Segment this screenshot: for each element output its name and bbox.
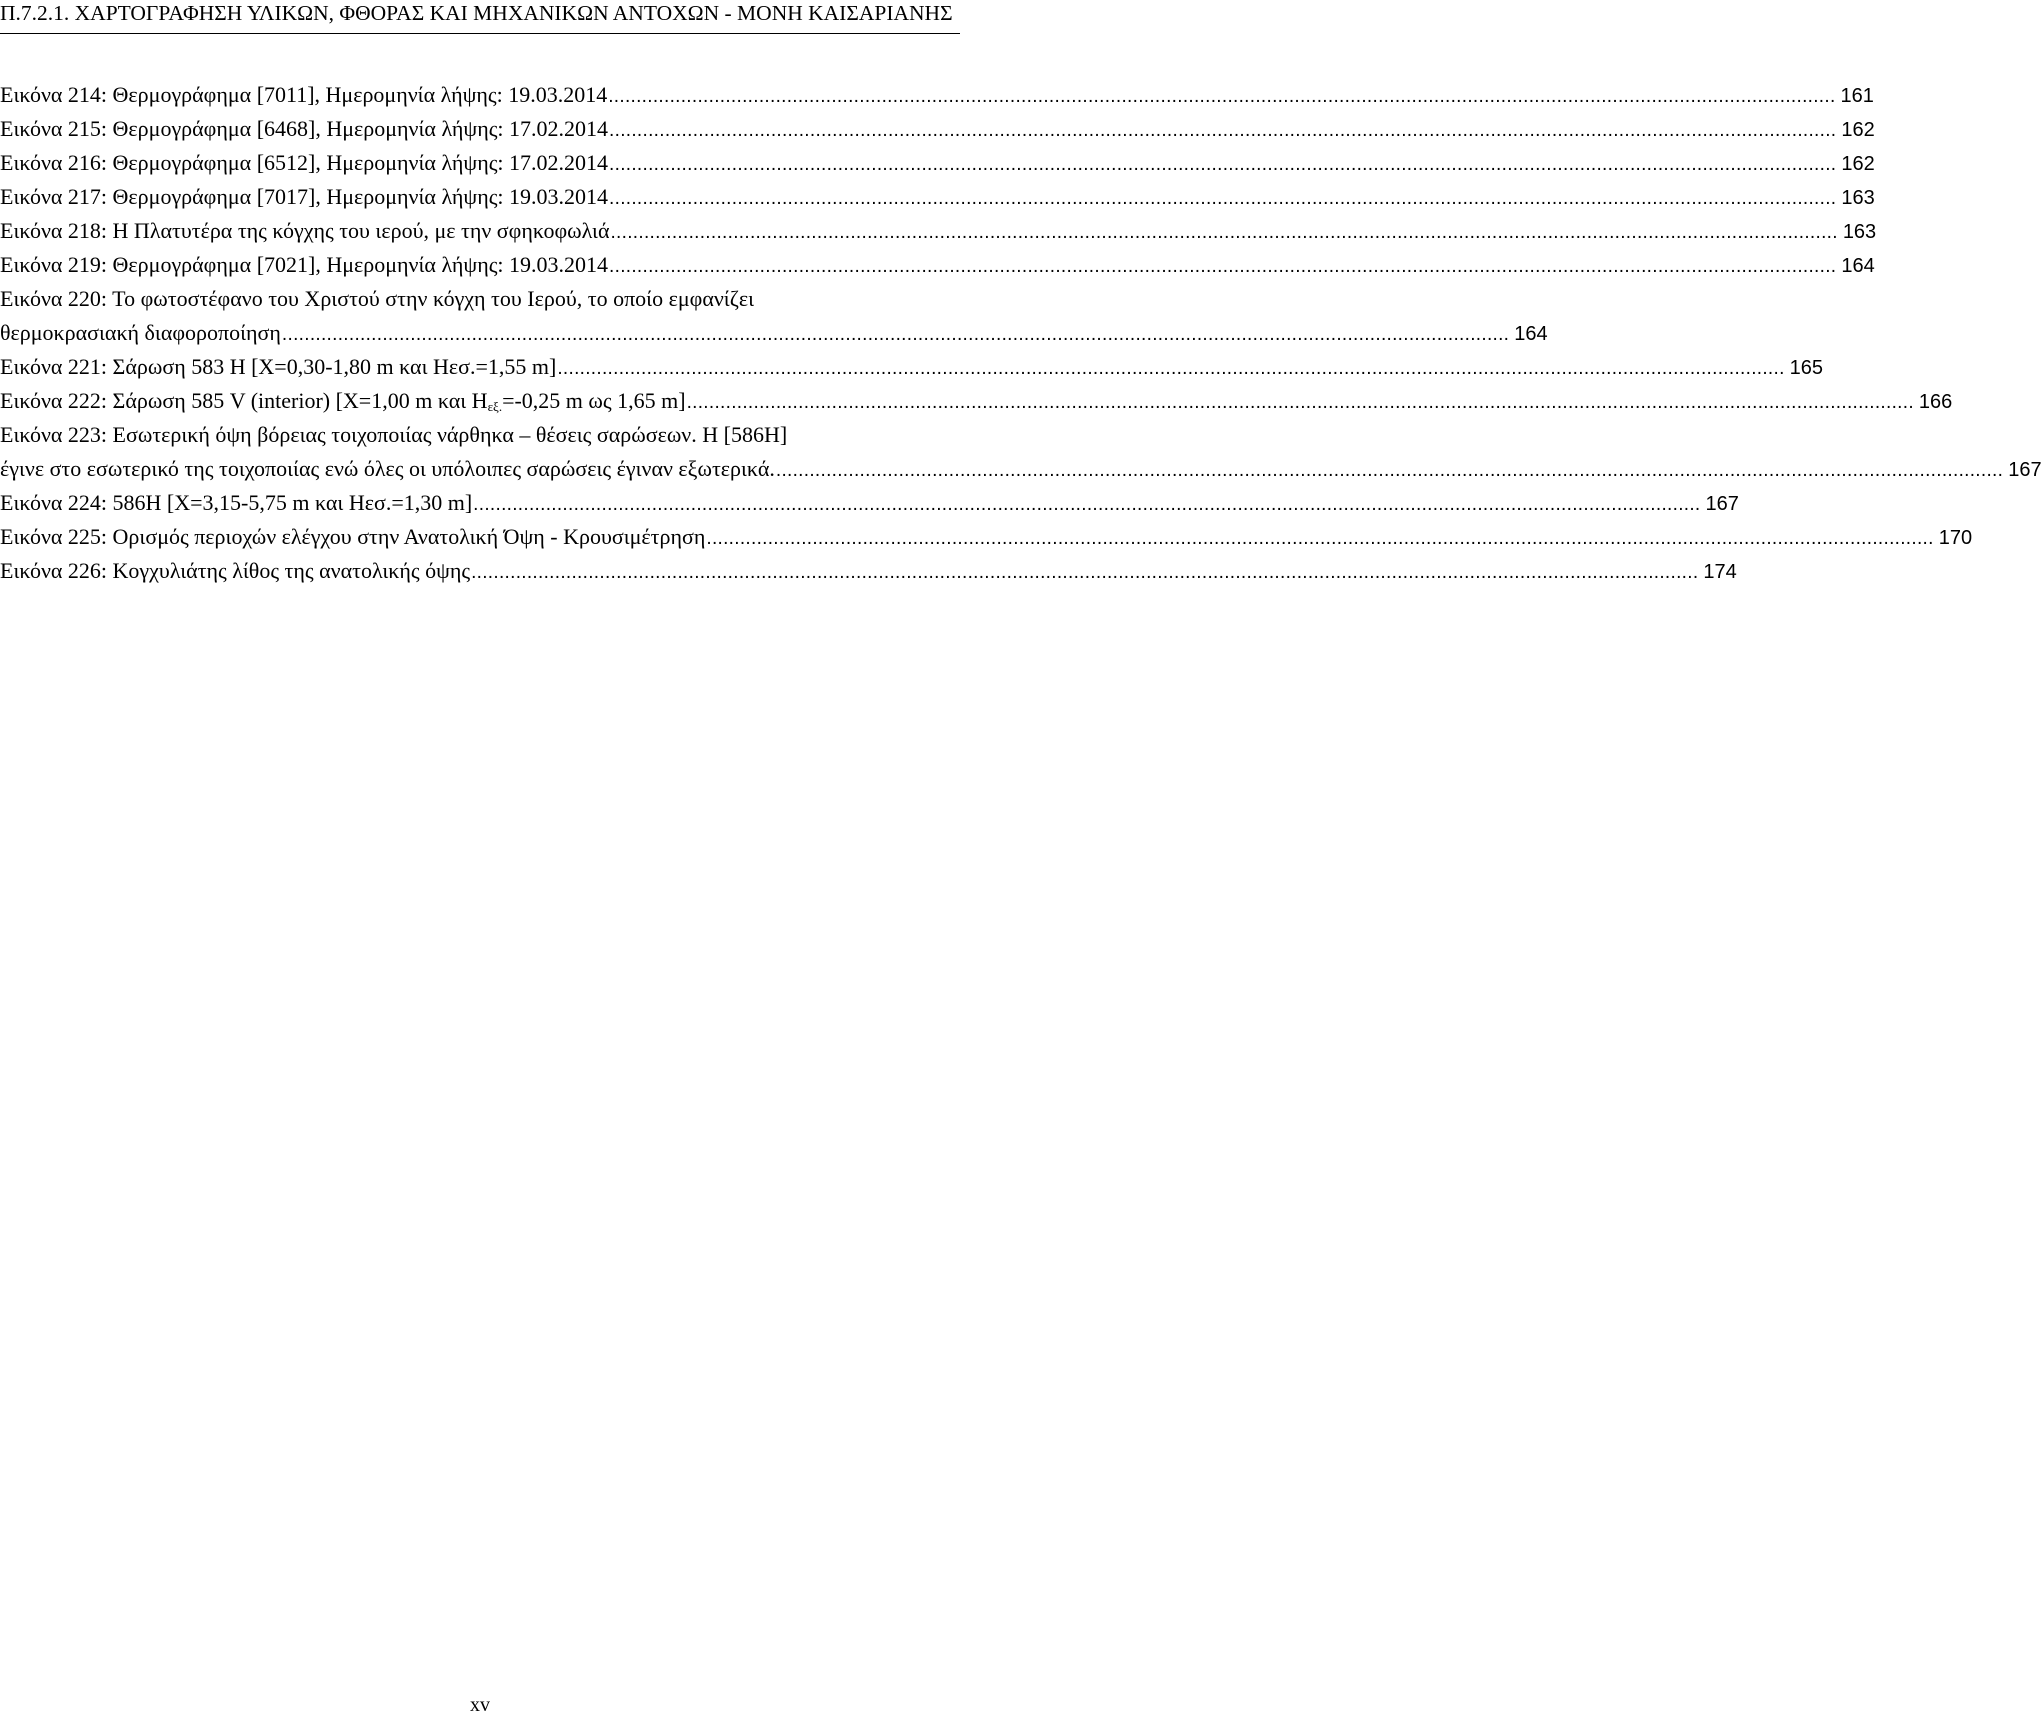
toc-entry-223[interactable] (0, 418, 2042, 486)
dot-leader: ............................................................................................................................................................................................................................ (473, 494, 1701, 515)
list-of-figures (0, 78, 2042, 588)
dot-leader: ............................................................................................................................................................................................................................ (686, 392, 1914, 413)
dot-leader: ............................................................................................................................................................................................................................ (281, 324, 1510, 345)
toc-entry-page: 174 (1703, 561, 1737, 583)
toc-entry-text: Εικόνα 216: Θερμογράφημα [6512], Ημερομηνία λήψης: 17.02.2014 (0, 150, 609, 175)
toc-entry-217[interactable] (0, 180, 1875, 214)
toc-entry-225[interactable] (0, 520, 1973, 554)
toc-entry-text: Εικόνα 221: Σάρωση 583 Η [Χ=0,30-1,80 m και Ηεσ.=1,55 m] (0, 354, 557, 379)
toc-entry-page: 163 (1841, 187, 1875, 209)
dot-leader: ............................................................................................................................................................................................................................ (609, 120, 1837, 141)
dot-leader: ............................................................................................................................................................................................................................ (610, 222, 1838, 243)
page-number: xv (470, 1694, 490, 1716)
toc-entry-text: Εικόνα 217: Θερμογράφημα [7017], Ημερομηνία λήψης: 19.03.2014 (0, 184, 609, 209)
toc-entry-text: Εικόνα 224: 586Η [Χ=3,15-5,75 m και Ηεσ.=1,30 m] (0, 490, 473, 515)
toc-entry-224[interactable] (0, 486, 1739, 520)
toc-entry-text: Εικόνα 218: Η Πλατυτέρα της κόγχης του ιερού, με την σφηκοφωλιά (0, 218, 610, 243)
toc-entry-text-line1: Εικόνα 220: Το φωτοστέφανο του Χριστού στην κόγχη του Ιερού, το οποίο εμφανίζει (0, 286, 754, 311)
toc-entry-page: 164 (1841, 255, 1875, 277)
toc-entry-text: Εικόνα 214: Θερμογράφημα [7011], Ημερομηνία λήψης: 19.03.2014 (0, 82, 608, 107)
toc-entry-text: Εικόνα 225: Ορισμός περιοχών ελέγχου στην Ανατολική Όψη - Κρουσιμέτρηση (0, 524, 706, 549)
dot-leader: ............................................................................................................................................................................................................................ (706, 528, 1934, 549)
toc-entry-226[interactable] (0, 554, 1737, 588)
toc-entry-text-subscript: εξ. (487, 399, 503, 414)
toc-entry-page: 161 (1840, 85, 1874, 107)
dot-leader: ............................................................................................................................................................................................................................ (557, 358, 1785, 379)
toc-entry-text: Εικόνα 219: Θερμογράφημα [7021], Ημερομηνία λήψης: 19.03.2014 (0, 252, 609, 277)
toc-entry-text: Εικόνα 226: Κογχυλιάτης λίθος της ανατολικής όψης (0, 558, 471, 583)
dot-leader: ............................................................................................................................................................................................................................ (609, 256, 1837, 277)
toc-entry-text-line1: Εικόνα 223: Εσωτερική όψη βόρειας τοιχοποιίας νάρθηκα – θέσεις σαρώσεων. Η [586Η] (0, 422, 788, 447)
toc-entry-text: Εικόνα 215: Θερμογράφημα [6468], Ημερομηνία λήψης: 17.02.2014 (0, 116, 609, 141)
toc-entry-page: 167 (1705, 493, 1739, 515)
toc-entry-page: 167 (2008, 459, 2042, 481)
page-header (0, 0, 960, 34)
header-title: Π.7.2.1. ΧΑΡΤΟΓΡΑΦΗΣΗ ΥΛΙΚΩΝ, ΦΘΟΡΑΣ ΚΑΙ ΜΗΧΑΝΙΚΩΝ ΑΝΤΟΧΩΝ - ΜΟΝΗ ΚΑΙΣΑΡΙΑΝΗΣ (0, 1, 953, 25)
dot-leader: ............................................................................................................................................................................................................................ (471, 562, 1699, 583)
dot-leader: ............................................................................................................................................................................................................................ (608, 86, 1836, 107)
toc-entry-page: 166 (1918, 391, 1953, 413)
dot-leader: ............................................................................................................................................................................................................................ (775, 460, 2004, 481)
toc-entry-text-post: =-0,25 m ως 1,65 m] (502, 388, 686, 413)
dot-leader: ............................................................................................................................................................................................................................ (609, 154, 1837, 175)
toc-entry-page: 170 (1938, 527, 1973, 549)
page-footer (0, 1694, 960, 1717)
toc-entry-218[interactable] (0, 214, 1877, 248)
toc-entry-215[interactable] (0, 112, 1875, 146)
toc-entry-text-pre: Εικόνα 222: Σάρωση 585 V (interior) [Χ=1,00 m και Η (0, 388, 488, 413)
toc-entry-page: 164 (1514, 323, 1548, 345)
toc-entry-text: έγινε στο εσωτερικό της τοιχοποιίας ενώ όλες οι υπόλοιπες σαρώσεις έγιναν εξωτερικά. (0, 456, 775, 481)
toc-entry-page: 163 (1842, 221, 1877, 243)
toc-entry-221[interactable] (0, 350, 1824, 384)
dot-leader: ............................................................................................................................................................................................................................ (609, 188, 1837, 209)
toc-entry-219[interactable] (0, 248, 1875, 282)
toc-entry-text: θερμοκρασιακή διαφοροποίηση (0, 320, 281, 345)
toc-entry-216[interactable] (0, 146, 1875, 180)
toc-entry-page: 162 (1841, 119, 1875, 141)
toc-entry-220[interactable] (0, 282, 1548, 350)
toc-entry-page: 162 (1841, 153, 1875, 175)
toc-entry-214[interactable] (0, 78, 1874, 112)
toc-entry-222[interactable] (0, 384, 1953, 418)
toc-entry-page: 165 (1789, 357, 1824, 379)
